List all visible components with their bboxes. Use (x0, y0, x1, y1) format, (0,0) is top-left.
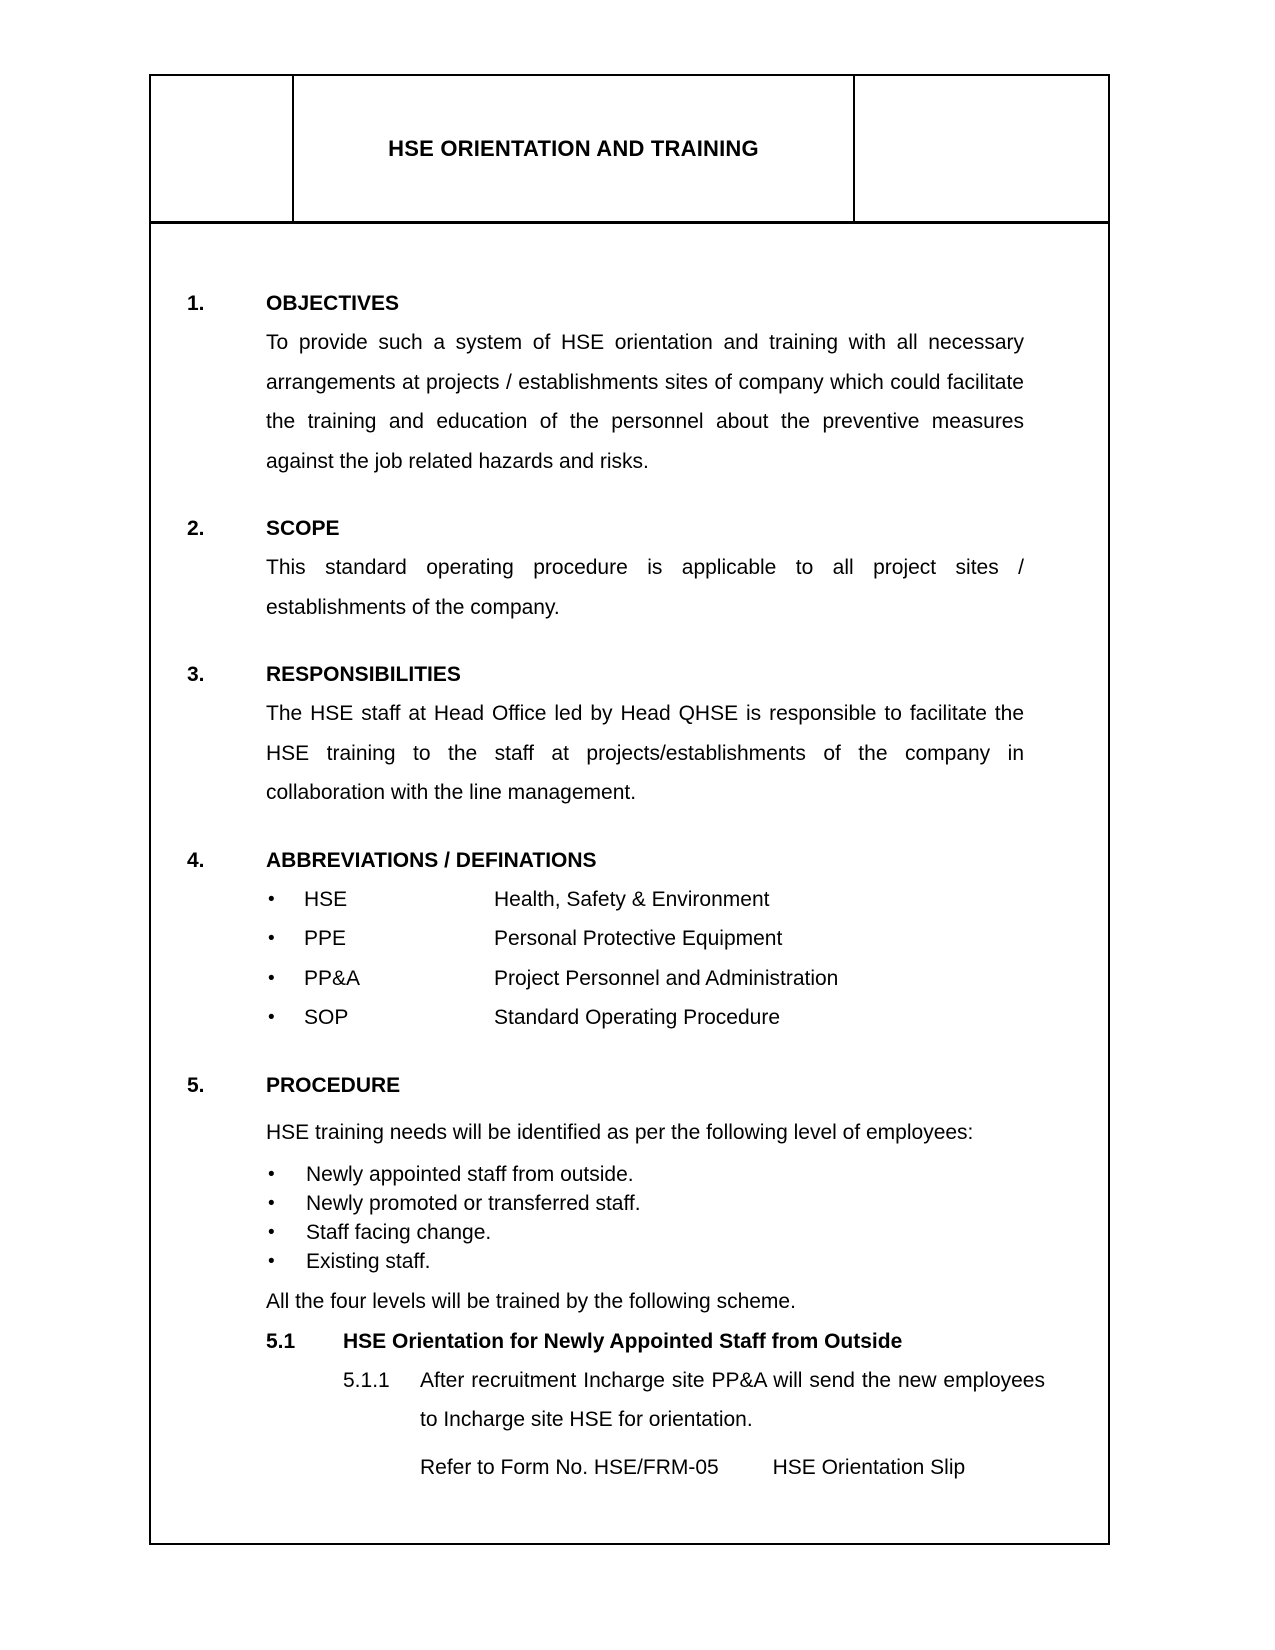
section-heading-row (187, 841, 1108, 880)
abbreviation-term: PPE (304, 927, 347, 950)
subsection-heading-row (266, 1322, 1108, 1361)
level-text: Newly promoted or transferred staff. (306, 1192, 641, 1215)
section-number: 5. (187, 1073, 205, 1097)
clause-number: 5.1.1 (343, 1368, 390, 1392)
document-frame (149, 74, 1110, 1545)
abbreviation-definition: Standard Operating Procedure (494, 1006, 781, 1029)
abbreviation-term: HSE (304, 887, 348, 911)
section-abbreviations (187, 841, 1108, 1038)
list-item (268, 1218, 1108, 1247)
clause-text: After recruitment Incharge site PP&A will send the new employees to Incharge site HSE for orientation. (420, 1368, 1045, 1431)
section-title: PROCEDURE (266, 1073, 401, 1097)
subsection-title: HSE Orientation for Newly Appointed Staff from Outside (343, 1329, 903, 1353)
header-table (151, 76, 1108, 224)
bullet-icon: • (268, 1193, 275, 1214)
header-cell-title (294, 76, 855, 221)
abbreviation-row (268, 919, 1108, 959)
bullet-icon: • (268, 967, 275, 989)
abbreviation-row (268, 880, 1108, 920)
section-paragraph: To provide such a system of HSE orientation and training with all necessary arrangements at projects / establishments sites of company which could facilitate the training and education of the personnel about the preventive measures against the job related hazards and risks. (266, 331, 1024, 473)
section-title: ABBREVIATIONS / DEFINATIONS (266, 848, 597, 872)
list-item (268, 1189, 1108, 1218)
section-procedure (187, 1066, 1108, 1488)
abbreviation-row (268, 998, 1108, 1038)
bullet-icon: • (268, 1222, 275, 1243)
section-heading-row (187, 509, 1108, 548)
section-number: 4. (187, 848, 205, 872)
section-heading-row (187, 284, 1108, 323)
bullet-icon: • (268, 928, 275, 949)
bullet-icon: • (268, 1007, 275, 1028)
abbreviation-definition: Project Personnel and Administration (494, 966, 839, 990)
abbreviation-term: PP&A (304, 966, 361, 990)
abbreviation-term: SOP (304, 1006, 349, 1029)
abbreviation-row (268, 959, 1108, 999)
header-cell-left (151, 76, 294, 221)
section-title: OBJECTIVES (266, 292, 400, 315)
section-paragraph: This standard operating procedure is applicable to all project sites / establishments of the company. (266, 556, 1024, 619)
procedure-note: All the four levels will be trained by the following scheme. (266, 1290, 796, 1313)
section-title: RESPONSIBILITIES (266, 663, 461, 686)
form-reference-line (420, 1448, 1108, 1488)
form-reference-label: Refer to Form No. HSE/FRM-05 (420, 1455, 719, 1479)
bullet-icon: • (268, 888, 275, 910)
document-title: HSE ORIENTATION AND TRAINING (388, 135, 759, 161)
clause-row (343, 1361, 1108, 1440)
list-item (268, 1160, 1108, 1189)
form-reference-name: HSE Orientation Slip (772, 1455, 966, 1479)
header-cell-right (855, 76, 1108, 221)
list-item (268, 1247, 1108, 1276)
section-paragraph: The HSE staff at Head Office led by Head QHSE is responsible to facilitate the HSE training to the staff at projects/establishments of the company in collaboration with the line management. (266, 702, 1024, 804)
level-text: Existing staff. (306, 1250, 431, 1273)
procedure-intro: HSE training needs will be identified as per the following level of employees: (266, 1120, 974, 1144)
abbreviation-definition: Personal Protective Equipment (494, 927, 783, 950)
section-scope (187, 509, 1108, 627)
section-number: 3. (187, 663, 205, 686)
section-number: 2. (187, 517, 205, 540)
level-text: Newly appointed staff from outside. (306, 1163, 634, 1186)
abbreviation-definition: Health, Safety & Environment (494, 887, 770, 911)
section-objectives (187, 284, 1108, 481)
section-heading-row (187, 1066, 1108, 1105)
section-responsibilities (187, 655, 1108, 813)
section-title: SCOPE (266, 517, 340, 540)
bullet-icon: • (268, 1251, 275, 1272)
document-content (151, 224, 1108, 1487)
employee-levels-list (268, 1160, 1108, 1276)
section-heading-row (187, 655, 1108, 694)
bullet-icon: • (268, 1164, 275, 1185)
subsection-number: 5.1 (266, 1329, 296, 1353)
section-number: 1. (187, 292, 205, 315)
level-text: Staff facing change. (306, 1221, 492, 1244)
